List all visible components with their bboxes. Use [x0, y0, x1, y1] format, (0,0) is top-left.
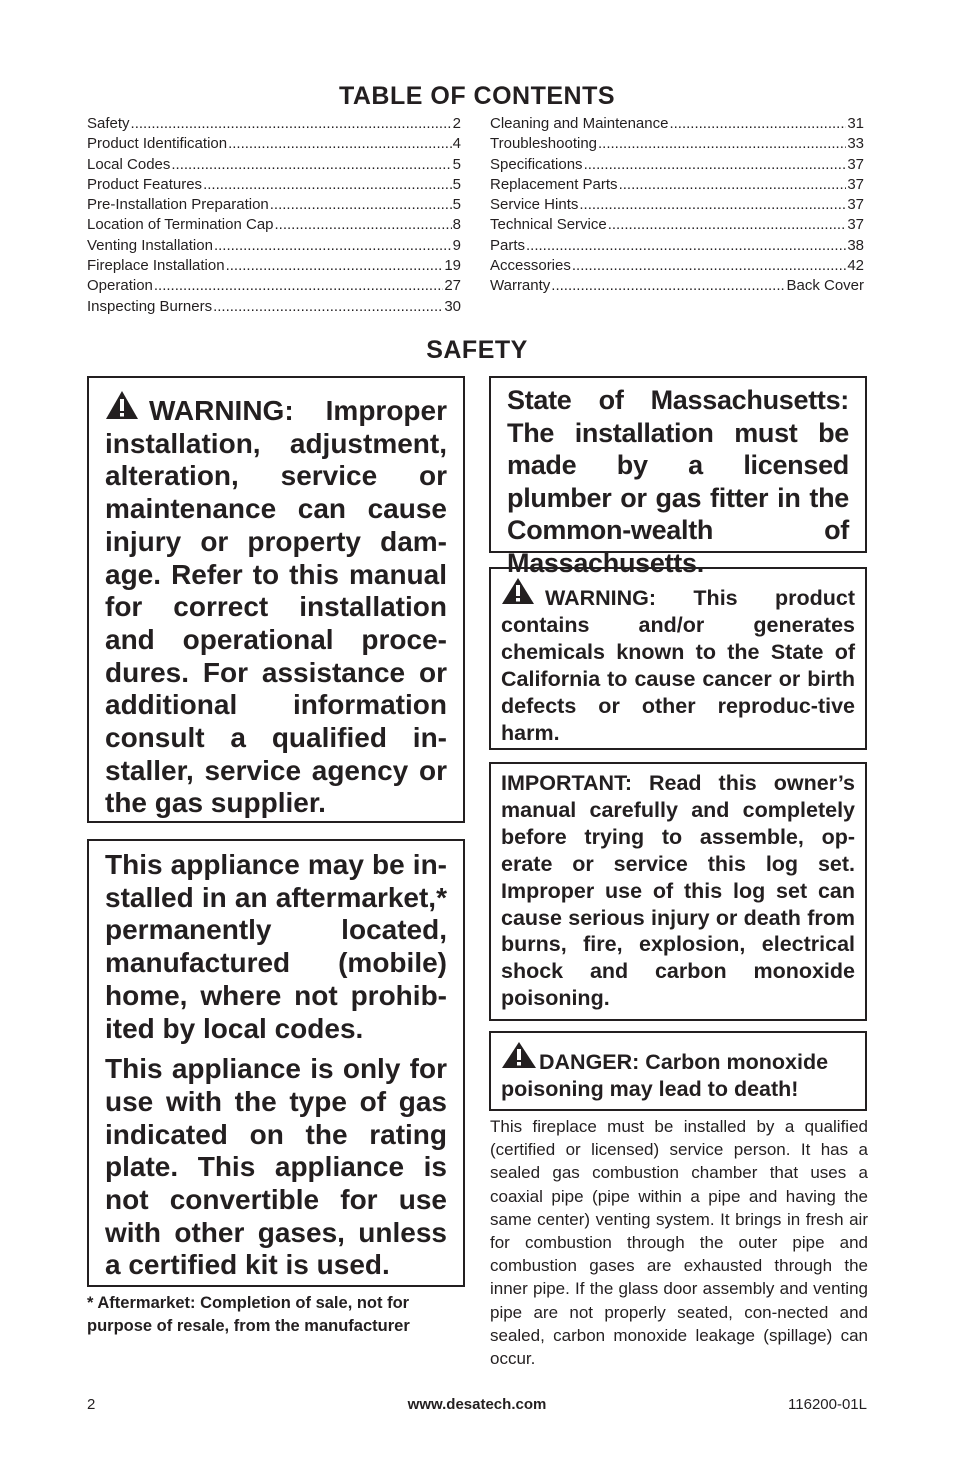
website-link[interactable]: www.desatech.com	[407, 1396, 547, 1413]
toc-entry-page: 9	[452, 236, 461, 254]
warning-installation-text: WARNING: Improper installation, adjustment, alteration, service or maintenance can cause injury or property dam-age. Refer to this manual for correct installation and operational proce-dures. For assistance or additional information consult a qualified in-staller, service agency or the gas supplier.	[105, 395, 447, 819]
toc-entry[interactable]	[490, 256, 864, 276]
toc-entry-page: 37	[847, 216, 864, 234]
toc-dot-leader	[275, 215, 452, 235]
toc-entry[interactable]	[490, 155, 864, 175]
toc-dot-leader	[203, 175, 452, 195]
california-warning-box	[489, 567, 867, 750]
toc-entry-title: Warranty	[490, 277, 551, 295]
warning-installation-box	[87, 376, 465, 823]
toc-entry-title: Local Codes	[87, 155, 171, 173]
toc-dot-leader	[214, 236, 452, 256]
toc-entry[interactable]	[490, 114, 864, 134]
toc-entry-page: 31	[847, 115, 864, 132]
aftermarket-paragraph: This appliance may be in-stalled in an aftermarket,* permanently located, manufactured (mobile) home, where not prohib-ited by local codes.	[105, 849, 447, 1044]
toc-entry-page: 37	[847, 155, 864, 173]
toc-dot-leader	[226, 256, 444, 276]
toc-entry-page: 5	[452, 175, 461, 193]
massachusetts-text: State of Massachusetts: The installation must be made by a licensed plumber or gas fitter in the Common-wealth of Massachusetts.	[507, 385, 849, 578]
toc-entry[interactable]	[490, 134, 864, 154]
toc-entry[interactable]	[87, 195, 461, 215]
warning-icon	[501, 1041, 537, 1069]
danger-box	[489, 1031, 867, 1111]
toc-entry-page: 30	[444, 297, 461, 315]
toc-entry-title: Specifications	[490, 155, 583, 173]
safety-title: SAFETY	[426, 336, 528, 364]
toc-entry-page: 42	[847, 257, 864, 275]
toc-entry-title: Product Identification	[87, 135, 228, 153]
toc-entry-title: Troubleshooting	[490, 135, 598, 153]
toc-entry-page: Back Cover	[786, 277, 864, 295]
toc-entry-page: 4	[452, 135, 461, 153]
toc-dot-leader	[270, 195, 452, 215]
toc-dot-leader	[154, 276, 443, 296]
toc-entry-title: Cleaning and Maintenance	[490, 115, 669, 132]
aftermarket-box	[87, 839, 465, 1287]
toc-entry[interactable]	[490, 175, 864, 195]
toc-left-column	[87, 114, 461, 317]
toc-dot-leader	[619, 175, 847, 195]
toc-entry-page: 2	[452, 115, 461, 132]
california-warning-text: WARNING: This product contains and/or generates chemicals known to the State of California to cause cancer or birth defects or other reproduc-tive harm.	[501, 586, 855, 745]
gas-type-paragraph: This appliance is only for use with the type of gas indicated on the rating plate. This appliance is not convertible for use with other gases, unless a certified kit is used.	[105, 1053, 447, 1281]
toc-entry-page: 27	[444, 277, 461, 295]
toc-entry-page: 37	[847, 175, 864, 193]
important-box	[489, 762, 867, 1021]
toc-entry-title: Safety	[87, 115, 130, 132]
toc-entry[interactable]	[87, 215, 461, 235]
toc-entry-title: Accessories	[490, 257, 571, 275]
toc-entry-title: Replacement Parts	[490, 175, 618, 193]
toc-entry-page: 37	[847, 196, 864, 214]
toc-title: TABLE OF CONTENTS	[338, 82, 616, 110]
toc-dot-leader	[579, 195, 846, 215]
danger-text: DANGER: Carbon monoxide poisoning may lead to death!	[501, 1050, 829, 1101]
toc-dot-leader	[131, 114, 452, 134]
toc-entry[interactable]	[87, 297, 461, 317]
toc-dot-leader	[608, 215, 847, 235]
toc-entry-title: Technical Service	[490, 216, 607, 234]
important-text: IMPORTANT: Read this owner’s manual carefully and completely before trying to assemble, op-erate or service this log set. Improper use of this log set can cause serious injury or death from burns, fire, explosion, electrical shock and carbon monoxide poisoning.	[501, 771, 855, 1011]
warning-icon	[501, 577, 535, 605]
toc-entry-title: Service Hints	[490, 196, 579, 214]
installation-paragraph: This fireplace must be installed by a qualified (certified or licensed) service person. It has a sealed gas combustion chamber that uses a coaxial pipe (pipe within a pipe and having the same center) venting system. It brings in fresh air for combustion through the outer pipe and combustion gases are exhausted through the inner pipe. If the glass door assembly and venting pipe are not properly seated, con-nected and sealed, carbon monoxide leakage (spillage) can occur.	[490, 1117, 868, 1369]
toc-entry-page: 19	[444, 257, 461, 275]
toc-entry-title: Product Features	[87, 175, 203, 193]
toc-dot-leader	[526, 236, 846, 256]
toc-entry-page: 33	[847, 135, 864, 153]
toc-entry-title: Inspecting Burners	[87, 297, 213, 315]
toc-dot-leader	[598, 134, 846, 154]
toc-dot-leader	[228, 134, 452, 154]
toc-entry-page: 8	[452, 216, 461, 234]
toc-entry-title: Fireplace Installation	[87, 257, 225, 275]
toc-entry-page: 38	[847, 236, 864, 254]
document-code: 116200-01L	[788, 1396, 867, 1413]
toc-entry[interactable]	[490, 236, 864, 256]
toc-dot-leader	[669, 114, 846, 134]
toc-dot-leader	[572, 256, 846, 276]
page-number: 2	[87, 1396, 96, 1413]
toc-dot-leader	[213, 297, 443, 317]
toc-entry-title: Parts	[490, 236, 526, 254]
toc-entry[interactable]	[490, 276, 864, 296]
toc-entry[interactable]	[87, 134, 461, 154]
toc-entry[interactable]	[490, 195, 864, 215]
toc-entry[interactable]	[87, 276, 461, 296]
toc-entry-page: 5	[452, 196, 461, 214]
warning-icon	[105, 390, 139, 420]
toc-entry[interactable]	[87, 175, 461, 195]
toc-entry[interactable]	[490, 215, 864, 235]
toc-dot-leader	[551, 276, 785, 296]
toc-entry-title: Pre-Installation Preparation	[87, 196, 269, 214]
toc-entry-title: Venting Installation	[87, 236, 213, 254]
toc-entry[interactable]	[87, 114, 461, 134]
toc-entry[interactable]	[87, 155, 461, 175]
massachusetts-box	[489, 376, 867, 578]
toc-entry[interactable]	[87, 256, 461, 276]
toc-entry-title: Operation	[87, 277, 153, 295]
aftermarket-footnote: * Aftermarket: Completion of sale, not for purpose of resale, from the manufacturer	[87, 1294, 410, 1335]
toc-entry-title: Location of Termination Cap	[87, 216, 274, 234]
toc-dot-leader	[171, 155, 451, 175]
toc-entry[interactable]	[87, 236, 461, 256]
toc-entry-page: 5	[452, 155, 461, 173]
toc-right-column	[490, 114, 864, 297]
toc-dot-leader	[584, 155, 847, 175]
